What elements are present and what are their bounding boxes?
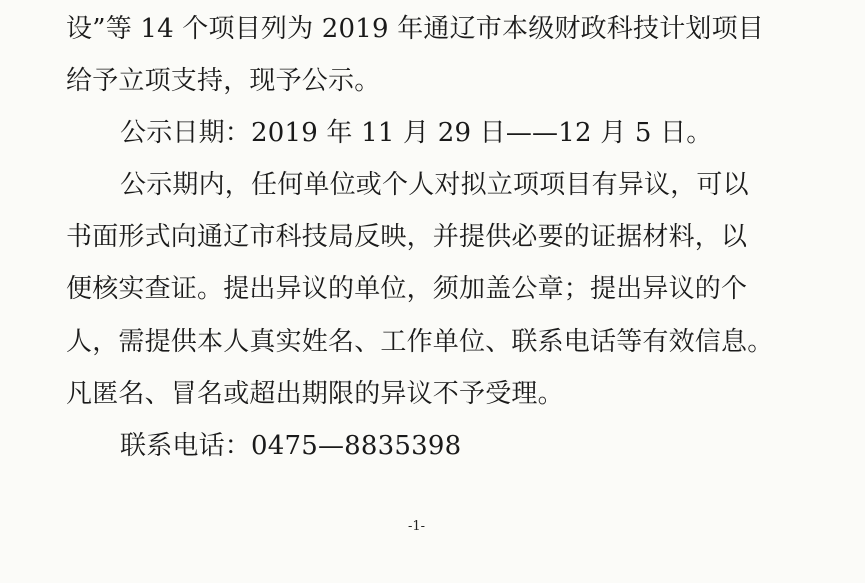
- text-line-4: 公示期内，任何单位或个人对拟立项项目有异议，可以: [120, 170, 749, 200]
- page-number: -1-: [407, 519, 426, 534]
- publicity-date-line: 公示日期：2019 年 11 月 29 日——12 月 5 日。: [120, 118, 713, 148]
- text-line-5: 书面形式向通辽市科技局反映，并提供必要的证据材料，以: [66, 222, 748, 252]
- text-line-6: 便核实查证。提出异议的单位，须加盖公章；提出异议的个: [66, 274, 748, 304]
- text-line-7: 人，需提供本人真实姓名、工作单位、联系电话等有效信息。: [66, 327, 774, 357]
- contact-phone-line: 联系电话：0475—8835398: [120, 431, 462, 461]
- text-line-2: 给予立项支持，现予公示。: [66, 66, 381, 96]
- text-line-8: 凡匿名、冒名或超出期限的异议不予受理。: [66, 379, 564, 409]
- text-line-1: 设”等 14 个项目列为 2019 年通辽市本级财政科技计划项目: [66, 14, 765, 44]
